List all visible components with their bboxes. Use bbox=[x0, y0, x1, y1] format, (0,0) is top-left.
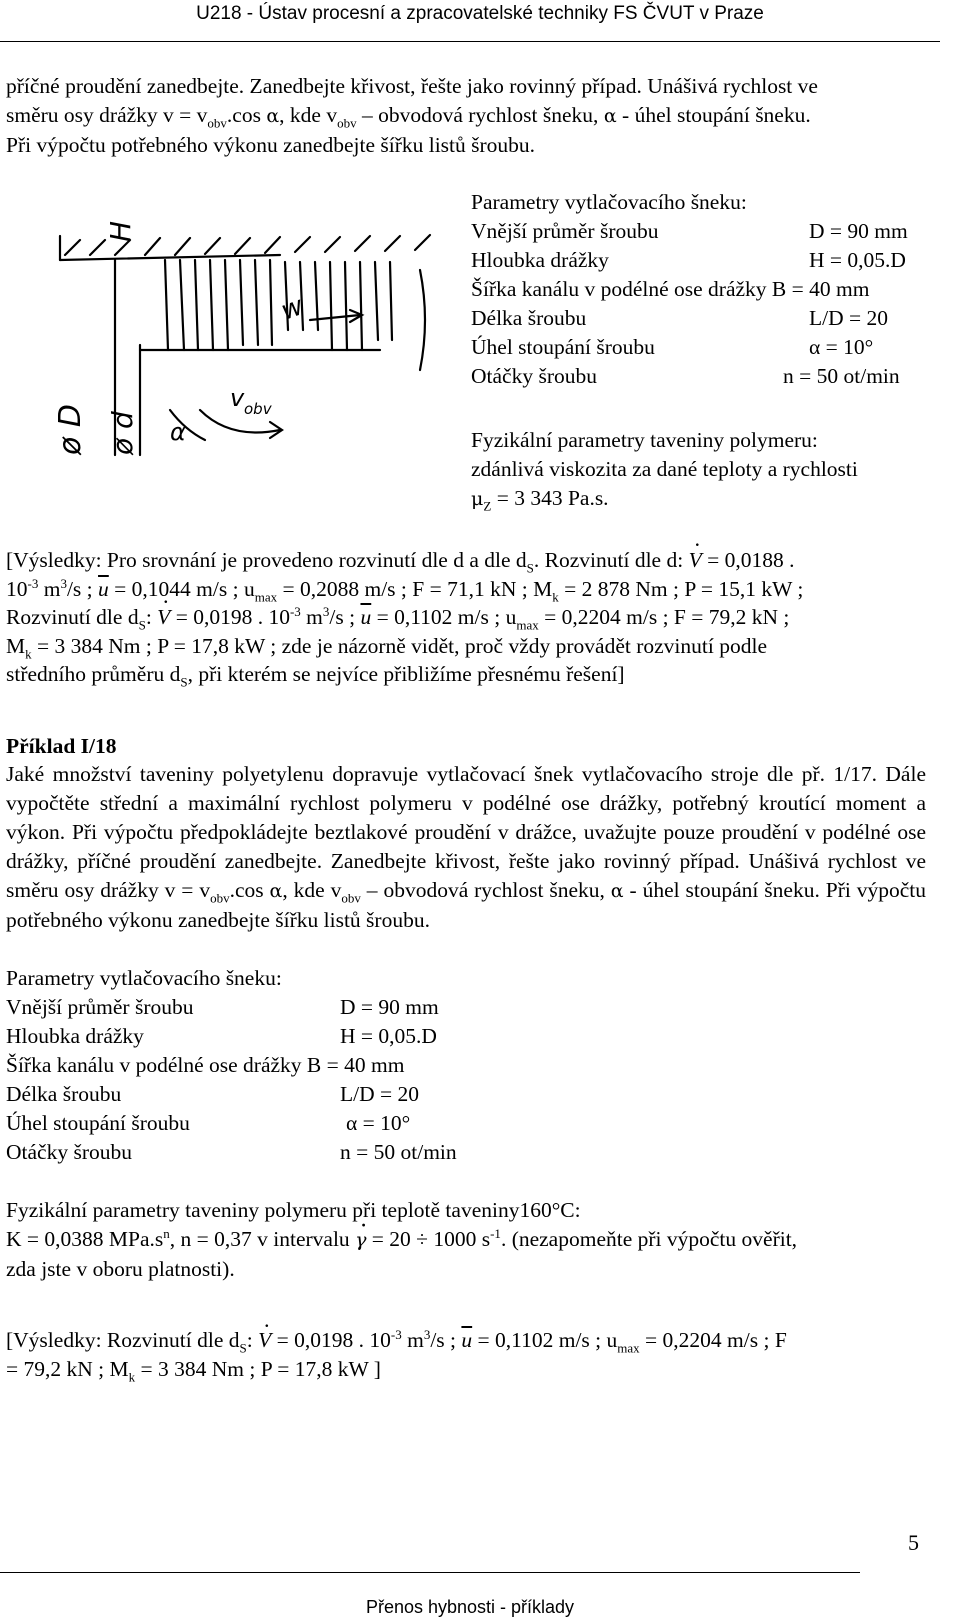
param-value: D = 90 mm bbox=[809, 219, 908, 243]
fyz-right-l3: $\mu_Z = 3$ 343 Pa.s. bbox=[471, 486, 609, 514]
param-label: Šířka kanálu v podélné ose drážky B = 40 mm bbox=[471, 277, 870, 301]
param-label: Hloubka drážky bbox=[6, 1024, 144, 1048]
params-left bbox=[6, 964, 566, 1167]
param-label: Úhel stoupání šroubu bbox=[6, 1111, 190, 1135]
param-label: Otáčky šroubu bbox=[471, 364, 597, 388]
example-heading: Příklad I/18 bbox=[6, 734, 117, 758]
param-label: Hloubka drážky bbox=[471, 248, 609, 272]
param-label: Vnější průměr šroubu bbox=[6, 995, 194, 1019]
param-value: H = 0,05.D bbox=[809, 248, 906, 272]
fig-label-w: w bbox=[277, 291, 308, 327]
fig-label-H: H bbox=[104, 220, 137, 242]
param-value: D = 90 mm bbox=[340, 995, 439, 1019]
param-label: Úhel stoupání šroubu bbox=[471, 335, 655, 359]
param-label: Šířka kanálu v podélné ose drážky B = 40 mm bbox=[6, 1053, 405, 1077]
fyz-right-l2: zdánlivá viskozita za dané teploty a rychlosti bbox=[471, 457, 858, 481]
footer-rule bbox=[0, 1572, 860, 1573]
fig-label-vobv-sub: obv bbox=[244, 400, 272, 418]
results-2: [Výsledky: Rozvinutí dle $d_S$: · V = 0,0198 . $10^{-3}$ $m^3/s$ ; $\overline{u} = 0,1102$ m/s ; $u_{max} = 0,2204$ m/s ; F = 79,2 kN ; $M_k = 3$ 384 Nm ; P = 17,8 kW ] bbox=[6, 1326, 926, 1384]
continued-paragraph bbox=[6, 72, 926, 160]
params-left-title: Parametry vytlačovacího šneku: bbox=[6, 966, 282, 990]
example-text: Jaké množství taveniny polyetylenu dopravuje vytlačovací šnek vytlačovacího stroje dle př. 1/17. Dále vypočtěte střední a maximální rychlost polymeru v podélné ose drážky, potřebný kroutící moment a výkon. Při výpočtu předpokládejte beztlakové proudění v drážce, uvažujte pouze proudění v podélné ose drážky, příčné proudění zanedbejte. Zanedbejte křivost, řešte jako rovinný případ. Unášivá rychlost ve směru osy drážky $v = v_{obv}.\cos$ α, kde $v_{obv}$ – obvodová rychlost šneku, α - úhel stoupání šneku. Při výpočtu potřebného výkonu zanedbejte šířku listů šroubu. bbox=[6, 762, 927, 932]
fig-label-phid: ø d bbox=[106, 411, 139, 455]
param-value: α = 10° bbox=[809, 335, 874, 359]
param-value: n = 50 ot/min bbox=[783, 364, 900, 388]
results-1: [Výsledky: Pro srovnání je provedeno rozvinutí dle d a dle $d_S$. Rozvinutí dle d: · V = 0,0188 . $10^{-3}$ $m^3/s$ ; $\overline{u} = 0,1044$ m/s ; $u_{max} = 0,2088$ m/s ; F = 71,1 kN ; $M_k = 2$ 878 Nm ; P = 15,1 kW ; Rozvinutí dle $d_S$: · V = 0,0198 . $10^{-3}$ $m^3/s$ ; $\overline{u} = 0,1102$ m/s ; $u_{max} = 0,2204$ m/s ; F = 79,2 kN ; $M_k = 3$ 384 Nm ; P = 17,8 kW ; zde je názorně vidět, proč vždy provádět rozvinutí podle středního průměru $d_S$, při kterém se nejvíce přibližíme přesnému řešení] bbox=[6, 546, 926, 689]
fig-label-alpha: α bbox=[170, 418, 186, 446]
param-label: Délka šroubu bbox=[471, 306, 587, 330]
page-header bbox=[0, 0, 960, 44]
screw-channel-figure bbox=[20, 200, 450, 470]
param-label: Délka šroubu bbox=[6, 1082, 122, 1106]
cont-line-1: příčné proudění zanedbejte. Zanedbejte křivost, řešte jako rovinný případ. Unášivá rychlost ve bbox=[6, 74, 818, 98]
fyz-right bbox=[471, 426, 931, 514]
param-label: Vnější průměr šroubu bbox=[471, 219, 659, 243]
param-value: α = 10° bbox=[346, 1111, 411, 1135]
fyz-left: Fyzikální parametry taveniny polymeru při teplotě taveniny160°C: K = 0,0388 $MPa.s^n$, n = 0,37 v intervalu · γ = 20 ÷ 1000 $s^{-1}$. (nezapomeňte při výpočtu ověřit, zda jste v oboru platnosti). bbox=[6, 1196, 926, 1284]
params-right bbox=[471, 188, 931, 391]
header-rule bbox=[0, 41, 940, 42]
param-value: H = 0,05.D bbox=[340, 1024, 437, 1048]
page-footer bbox=[0, 1568, 960, 1622]
footer-title: Přenos hybnosti - příklady bbox=[365, 1597, 575, 1617]
page-number: 5 bbox=[908, 1530, 919, 1555]
param-label: Otáčky šroubu bbox=[6, 1140, 132, 1164]
header-title: U218 - Ústav procesní a zpracovatelské techniky FS ČVUT v Praze bbox=[196, 3, 764, 24]
fyz-right-l1: Fyzikální parametry taveniny polymeru: bbox=[471, 428, 818, 452]
params-right-title: Parametry vytlačovacího šneku: bbox=[471, 190, 747, 214]
param-value: L/D = 20 bbox=[340, 1082, 420, 1106]
cont-line-2: směru osy drážky $v = v_{obv}.\cos$ α, kde $v_{obv}$ – obvodová rychlost šneku, α - úhel stoupání šneku. bbox=[6, 103, 811, 131]
param-value: L/D = 20 bbox=[809, 306, 889, 330]
param-value: n = 50 ot/min bbox=[340, 1140, 457, 1164]
cont-line-3: Při výpočtu potřebného výkonu zanedbejte šířku listů šroubu. bbox=[6, 133, 536, 157]
fig-label-phiD: ø D bbox=[53, 404, 88, 455]
fig-label-v: v bbox=[230, 384, 245, 412]
